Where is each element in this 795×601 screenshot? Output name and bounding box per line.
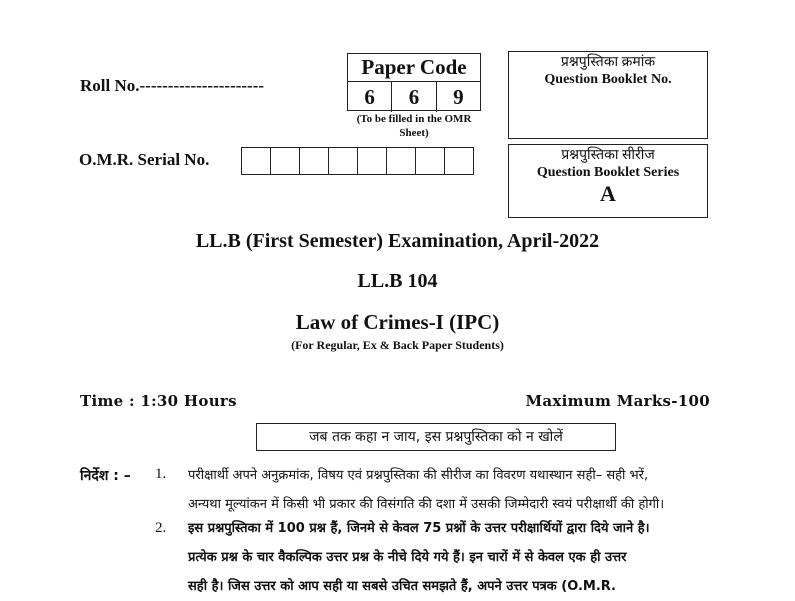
omr-cell[interactable] [271, 148, 300, 174]
omr-cell[interactable] [416, 148, 445, 174]
omr-cell[interactable] [242, 148, 271, 174]
course-code: LL.B 104 [357, 270, 438, 292]
instruction-line: प्रत्येक प्रश्न के चार वैकल्पिक उत्तर प्रश्न के नीचे दिये गये हैं। इन चारों में से केवल एक ही उत्तर [188, 550, 627, 565]
instruction-item [188, 514, 712, 601]
paper-code-box [347, 53, 481, 111]
omr-cell[interactable] [358, 148, 387, 174]
question-booklet-series-box [508, 144, 708, 218]
subject-title: Law of Crimes-I (IPC) [295, 310, 500, 334]
instruction-number: 1. [155, 466, 167, 482]
paper-code-digit: 6 [348, 82, 392, 112]
instructions-label: निर्देश : – [80, 468, 131, 484]
paper-code-digit: 9 [453, 85, 464, 109]
omr-cell[interactable] [445, 148, 473, 174]
students-note: (For Regular, Ex & Back Paper Students) [291, 338, 504, 352]
omr-serial-cells[interactable] [241, 147, 474, 175]
booklet-series-label: Question Booklet Series [536, 165, 680, 180]
paper-code-digits [348, 82, 480, 112]
omr-cell[interactable] [387, 148, 416, 174]
instruction-line: परीक्षार्थी अपने अनुक्रमांक, विषय एवं प्रश्नपुस्तिका की सीरीज का विवरण यथास्थान सही– सही भरें, [188, 468, 649, 483]
booklet-no-label: Question Booklet No. [544, 72, 672, 87]
paper-code-digit: 6 [392, 82, 436, 112]
omr-cell[interactable] [300, 148, 329, 174]
paper-code-title: Paper Code [348, 54, 480, 82]
do-not-open-warning: जब तक कहा न जाय, इस प्रश्नपुस्तिका को न खोलें [256, 423, 616, 451]
question-booklet-no-box [508, 51, 708, 139]
instruction-item [188, 461, 712, 519]
instruction-line: सही है। जिस उत्तर को आप सही या सबसे उचित समझते हैं, अपने उत्तर पत्रक (O.M.R. [188, 579, 616, 594]
time-label: Time : 1:30 Hours [80, 392, 237, 410]
paper-code-note: (To be filled in the OMR Sheet) [356, 113, 472, 139]
omr-cell[interactable] [329, 148, 358, 174]
booklet-series-value: A [600, 181, 616, 206]
booklet-series-hindi-label: प्रश्नपुस्तिका सीरीज [561, 148, 655, 163]
exam-title: LL.B (First Semester) Examination, April-2022 [195, 230, 600, 252]
instruction-number: 2. [155, 520, 167, 536]
booklet-no-hindi-label: प्रश्नपुस्तिका क्रमांक [560, 55, 656, 70]
max-marks-label: Maximum Marks-100 [525, 392, 710, 410]
instruction-line: अन्यथा मूल्यांकन में किसी भी प्रकार की विसंगति की दशा में उसकी जिम्मेदारी स्वयं परीक्षार्थी की होगी। [188, 497, 665, 512]
roll-no-label: Roll No.---------------------- [80, 76, 265, 95]
instruction-line: इस प्रश्नपुस्तिका में 100 प्रश्न हैं, जिनमे से केवल 75 प्रश्नों के उत्तर परीक्षार्थियों द्वारा दिये जाने है। [188, 521, 650, 536]
omr-serial-label: O.M.R. Serial No. [79, 150, 210, 169]
